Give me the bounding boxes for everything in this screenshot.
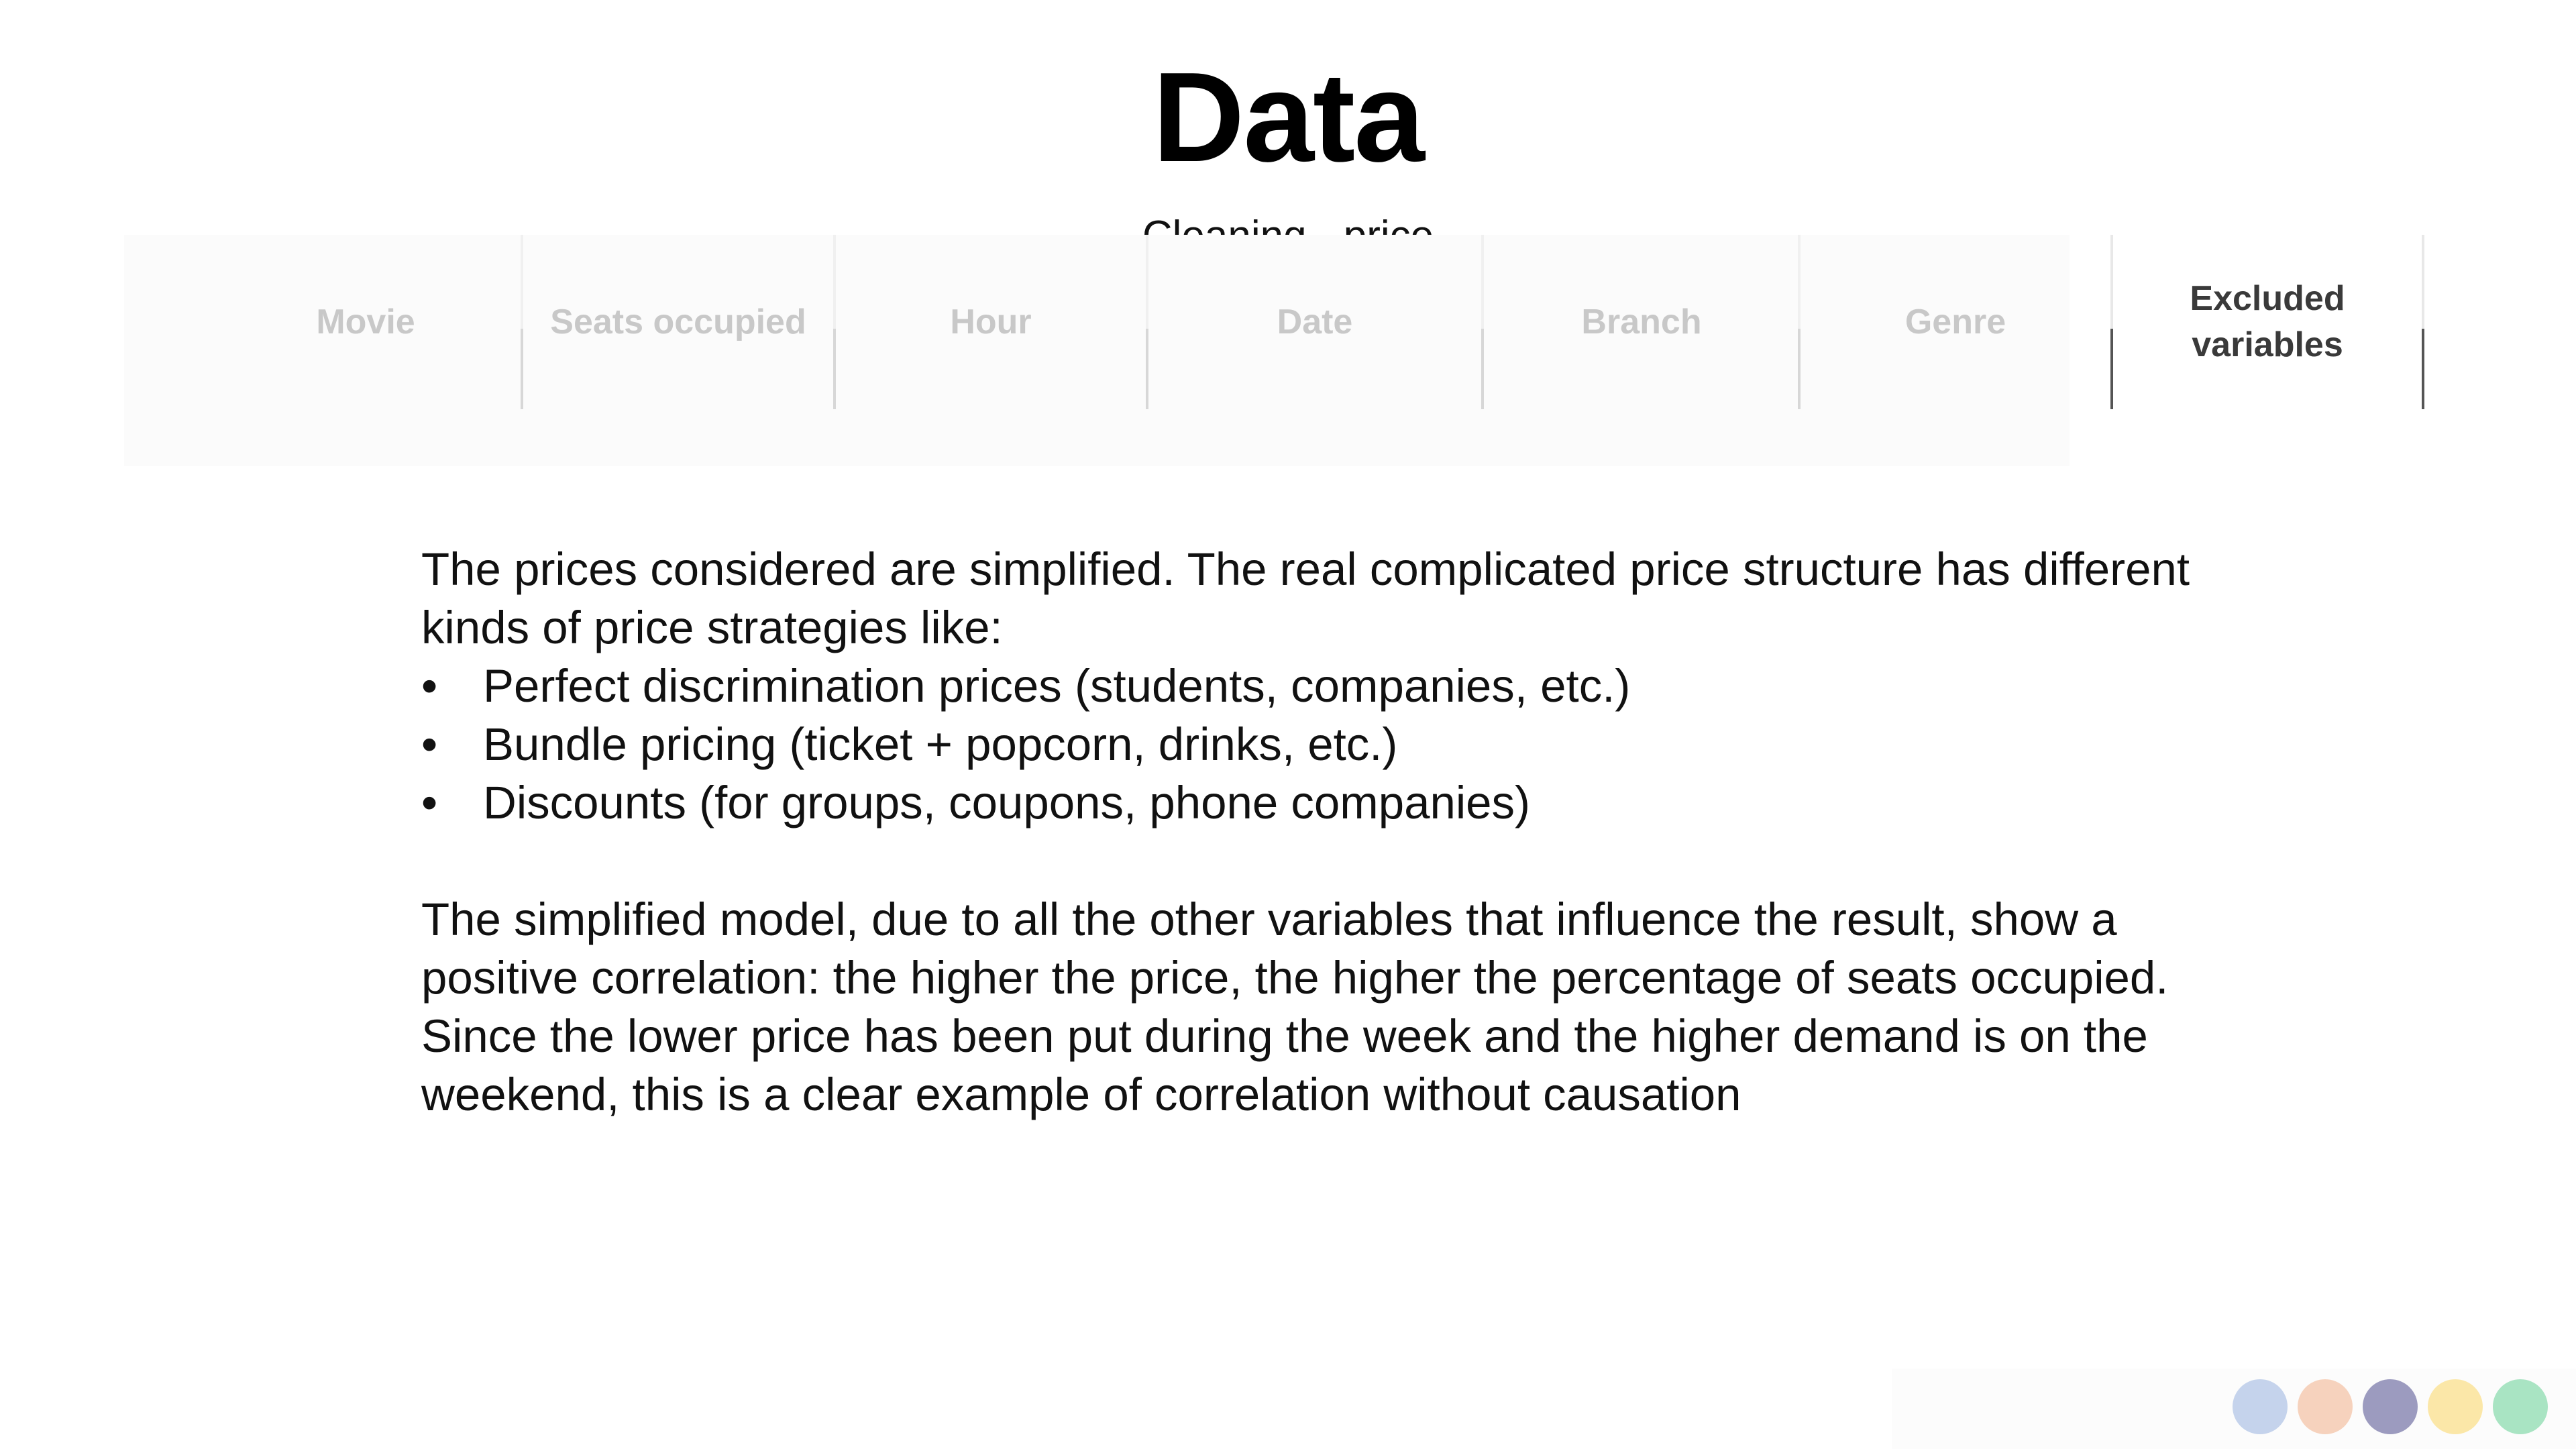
tab-label: Seats occupied <box>550 302 806 341</box>
body-text <box>421 540 2233 1124</box>
list-item: • Bundle pricing (ticket + popcorn, drinks, etc.) <box>421 715 2233 773</box>
conclusion-paragraph: The simplified model, due to all the other variables that influence the result, show a positive correlation: the higher the price, the higher the percentage of seats occupied. Since the lower price has been put during the week and the higher demand is on the weekend, this is a clear example of correlation without causation <box>421 894 2169 1120</box>
tab-seats-occupied[interactable] <box>523 235 833 409</box>
tab-movie[interactable] <box>255 235 476 409</box>
tab-label: Date <box>1277 302 1353 341</box>
palette-dot-yellow <box>2428 1379 2483 1434</box>
tab-date[interactable] <box>1148 235 1481 409</box>
tab-label: Branch <box>1581 302 1702 341</box>
tab-label: Excluded variables <box>2190 279 2345 364</box>
list-item: • Perfect discrimination prices (students, companies, etc.) <box>421 657 2233 715</box>
tab-branch[interactable] <box>1484 235 1799 409</box>
palette-dot-blue <box>2233 1379 2288 1434</box>
tab-genre[interactable] <box>1801 235 2110 409</box>
tab-excluded-variables[interactable] <box>2113 235 2422 409</box>
bullet-list <box>421 657 2233 832</box>
slide-title: Data <box>1152 46 1424 189</box>
tab-label: Hour <box>950 302 1032 341</box>
palette-dot-purple <box>2363 1379 2418 1434</box>
tab-divider <box>2422 235 2424 409</box>
tab-hour[interactable] <box>836 235 1146 409</box>
tab-bar <box>0 235 2576 409</box>
palette-dot-peach <box>2298 1379 2353 1434</box>
tab-label: Movie <box>316 302 415 341</box>
list-item: • Discounts (for groups, coupons, phone companies) <box>421 773 2233 832</box>
intro-paragraph: The prices considered are simplified. The real complicated price structure has different kinds of price strategies like: <box>421 543 2190 653</box>
tab-label: Genre <box>1904 302 2006 341</box>
palette-dot-green <box>2493 1379 2548 1434</box>
